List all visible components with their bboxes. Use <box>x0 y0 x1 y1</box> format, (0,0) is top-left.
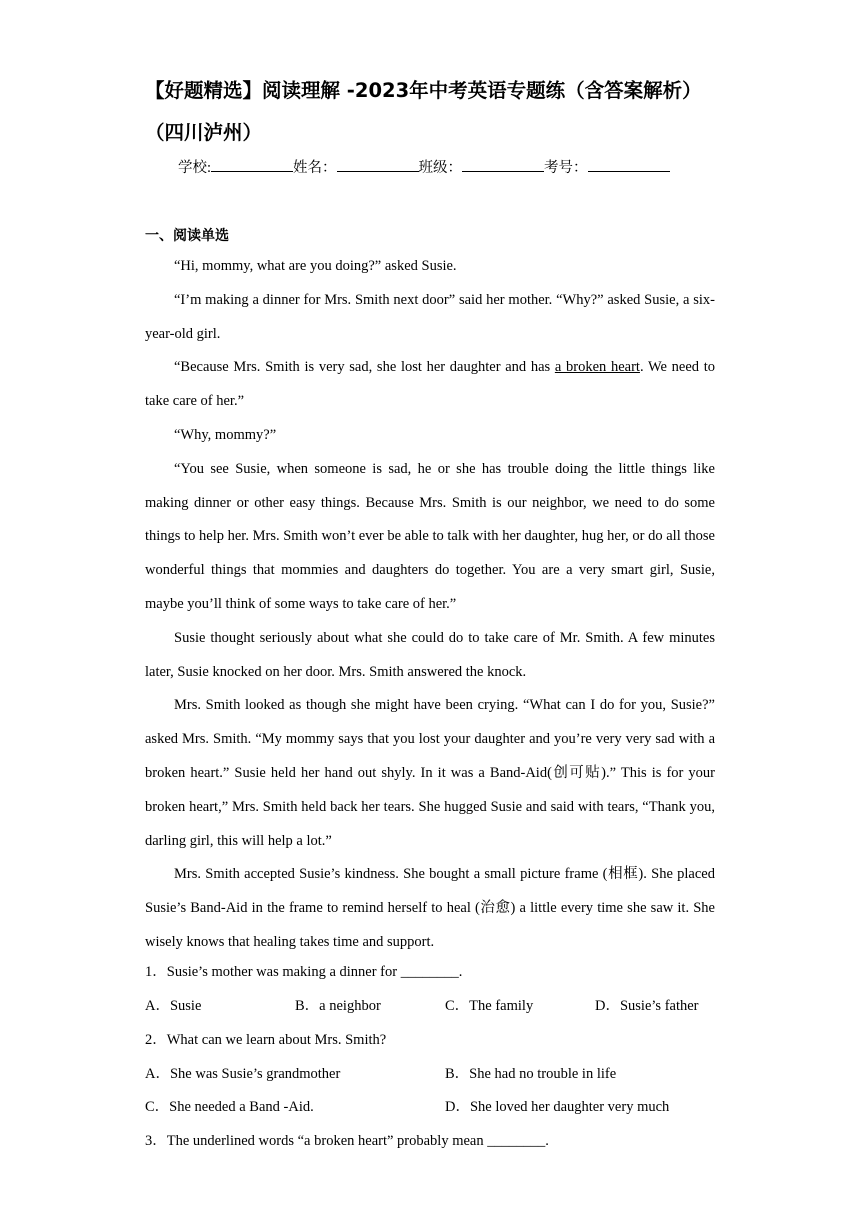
question-2-option-b: B．She had no trouble in life <box>445 1066 617 1082</box>
question-2-stem: 2．What can we learn about Mrs. Smith? <box>145 1032 387 1048</box>
question-1-option-a: A．Susie <box>145 998 202 1014</box>
passage-paragraph: “You see Susie, when someone is sad, he or she has trouble doing the little things like making dinner or other easy things. Because Mrs. Smith is our neighbor, we need to do some things to help her. Mrs. Smith won’t ever be able to talk with her daughter, hug her, or do all those wonderful things that mommies and daughters do together. You are a very smart girl, Susie, maybe you’ll think of some ways to take care of her.” <box>145 460 715 612</box>
section-title: 一、阅读单选 <box>145 228 229 244</box>
passage-paragraph: “I’m making a dinner for Mrs. Smith next door” said her mother. “Why?” asked Susie, a six-year-old girl. <box>145 291 715 342</box>
passage-paragraph: Mrs. Smith accepted Susie’s kindness. She bought a small picture frame (相框). She placed Susie’s Band-Aid in the frame to remind herself to heal (治愈) a little every time she saw it. She wisely knows that healing takes time and support. <box>145 866 715 950</box>
question-1-option-b: B．a neighbor <box>295 998 381 1014</box>
passage-paragraph: Mrs. Smith looked as though she might have been crying. “What can I do for you, Susie?” asked Mrs. Smith. “My mommy says that you lost your daughter and you’re very very sad with a broken heart.” Susie held her hand out shyly. In it was a Band-Aid(创可贴).” This is for your broken heart,” Mrs. Smith held back her tears. She hugged Susie and said with tears, “Thank you, darling girl, this will help a lot.” <box>145 697 715 849</box>
class-blank <box>462 157 544 172</box>
passage-text: “Because Mrs. Smith is very sad, she lost her daughter and has <box>174 359 555 376</box>
class-label: 班级： <box>418 160 463 176</box>
question-2-option-a: A．She was Susie’s grandmother <box>145 1066 341 1082</box>
exam-no-blank <box>588 157 670 172</box>
question-1-option-c: C．The family <box>445 998 534 1014</box>
question-3-stem: 3．The underlined words “a broken heart” probably mean ________. <box>145 1133 549 1149</box>
question-1-stem: 1．Susie’s mother was making a dinner for ________. <box>145 964 463 980</box>
question-2-option-d: D．She loved her daughter very much <box>445 1099 670 1115</box>
passage-paragraph <box>145 351 715 419</box>
passage-paragraph: Susie thought seriously about what she could do to take care of Mr. Smith. A few minutes later, Susie knocked on her door. Mrs. Smith answered the knock. <box>145 629 715 680</box>
exam-no-label: 考号： <box>544 160 588 176</box>
school-blank <box>211 157 293 172</box>
reading-passage <box>145 250 715 960</box>
passage-paragraph: “Why, mommy?” <box>174 426 277 443</box>
school-label: 学校: <box>178 160 212 176</box>
student-info-line <box>178 156 670 177</box>
question-2-option-c: C．She needed a Band -Aid. <box>145 1099 314 1115</box>
document-title: 【好题精选】阅读理解 -2023年中考英语专题练（含答案解析）（四川泸州） <box>145 79 702 144</box>
underlined-phrase: a broken heart <box>554 359 640 376</box>
question-1-option-d: D．Susie’s father <box>595 998 699 1014</box>
passage-text: . We need to take care of her.” <box>145 359 716 410</box>
passage-paragraph: “Hi, mommy, what are you doing?” asked Susie. <box>174 258 457 274</box>
name-label: 姓名： <box>293 160 337 176</box>
name-blank <box>337 157 419 172</box>
